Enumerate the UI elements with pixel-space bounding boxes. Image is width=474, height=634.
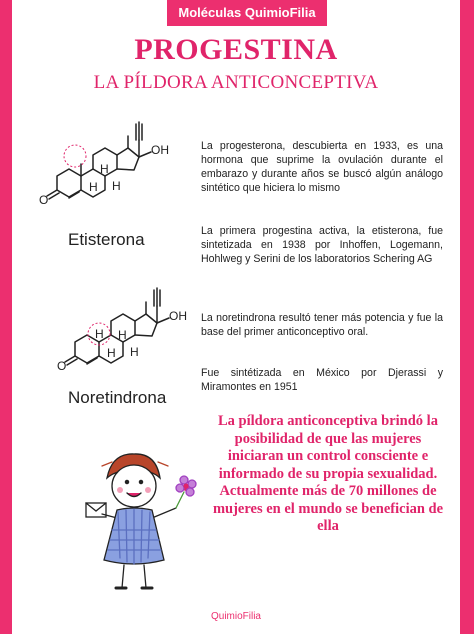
h-label: H	[130, 345, 139, 359]
h-label: H	[107, 346, 116, 360]
noretindrona-label: Noretindrona	[68, 388, 167, 407]
paragraph-progesterona: La progesterona, descubierta en 1933, es una hormona que suprime la ovulación durante el embarazo y durante años se buscó algún análogo sintético que hiciera lo mismo	[201, 140, 443, 194]
noretindrona-structure	[50, 278, 205, 388]
h-label: H	[95, 327, 104, 341]
paragraph-etisterona: La primera progestina activa, la etisterona, fue sintetizada en 1938 por Inhoffen, Logemann, Hohlweg y Serini de los laboratorios Schering AG	[201, 225, 443, 265]
highlight-circle	[64, 145, 86, 167]
etisterona-structure	[32, 112, 207, 227]
paragraph-noretindrona: La noretindrona resultó tener más potencia y fue la base del primer anticonceptivo oral.	[201, 312, 443, 338]
footer-brand: QuimioFilia	[210, 611, 261, 622]
o-label: O	[57, 359, 67, 373]
oh-label: OH	[151, 143, 169, 157]
girl-illustration	[72, 448, 212, 598]
page-title: PROGESTINA	[134, 33, 338, 66]
etisterona-label: Etisterona	[68, 230, 145, 249]
oh-label: OH	[169, 309, 187, 323]
o-label: O	[39, 193, 49, 207]
paragraph-mexico: Fue sintétizada en México por Djerassi y Miramontes en 1951	[201, 367, 443, 393]
h-label: H	[112, 179, 121, 193]
h-label: H	[118, 328, 127, 342]
h-label: H	[100, 162, 109, 176]
series-badge: Moléculas QuimioFilia	[167, 0, 327, 26]
poster-page	[12, 0, 460, 634]
highlight-message: La píldora anticonceptiva brindó la posibilidad de que las mujeres iniciaran un control consciente e informado de su propia sexualidad. Actualmente más de 70 millones de mujeres en el mundo se benefician de ella	[212, 413, 444, 534]
h-label: H	[89, 180, 98, 194]
page-subtitle: LA PÍLDORA ANTICONCEPTIVA	[93, 72, 379, 93]
